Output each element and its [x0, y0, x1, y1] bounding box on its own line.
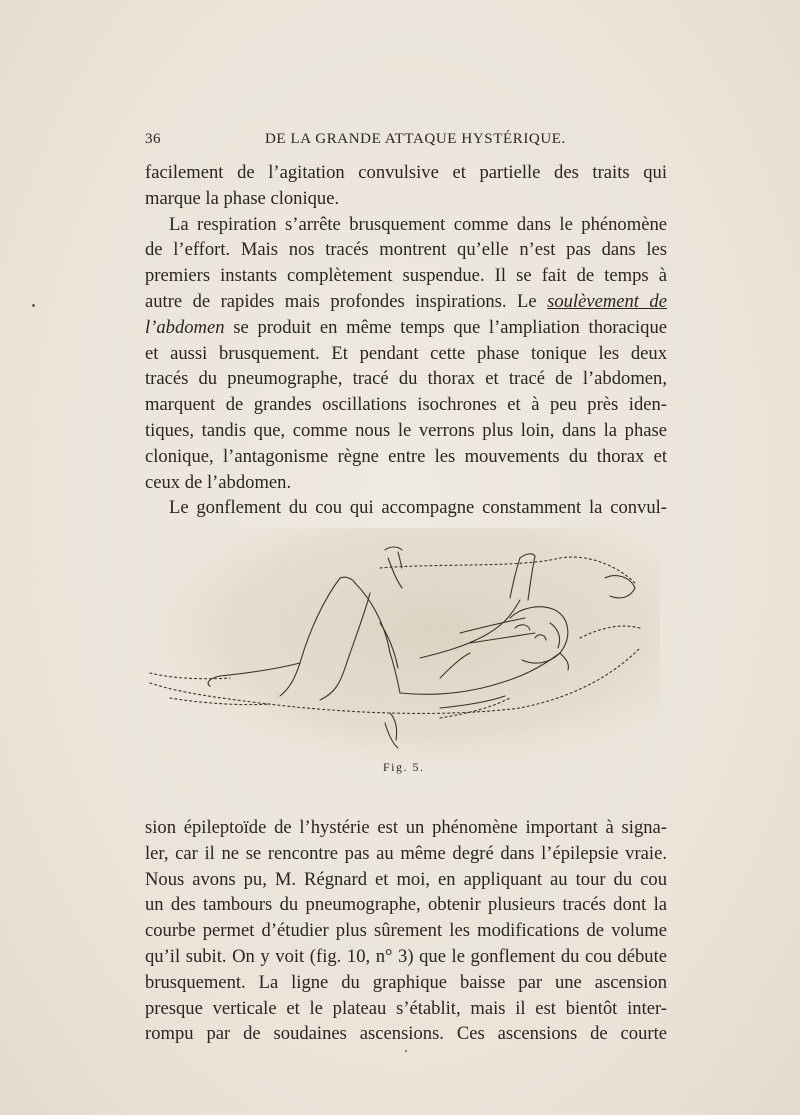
text-line: courbe permet d’étudier plus sûrement les modifications de volume	[145, 920, 667, 942]
reclining-figure-drawing	[140, 528, 670, 783]
paper-speck	[405, 1050, 407, 1052]
text-line: marquent de grandes oscillations isochrones et à peu près iden-	[145, 394, 667, 416]
text-line: facilement de l’agitation convulsive et partielle des traits qui	[145, 162, 667, 183]
text-line: sion épileptoïde de l’hystérie est un phénomène important à signa-	[145, 817, 667, 838]
paper-stain	[160, 528, 660, 768]
text-line: tiques, tandis que, comme nous le verrons plus loin, dans la phase	[145, 419, 667, 441]
text-line: marque la phase clonique.	[145, 187, 340, 209]
running-title: DE LA GRANDE ATTAQUE HYSTÉRIQUE.	[265, 131, 566, 147]
text-line: premiers instants complètement suspendue. Il se fait de temps à	[145, 265, 667, 287]
text-line: ler, car il ne se rencontre pas au même degré dans l’épilepsie vraie.	[145, 842, 667, 864]
text-line: Nous avons pu, M. Régnard et moi, en appliquant au tour du cou	[145, 868, 667, 890]
text-line: qu’il subit. On y voit (fig. 10, n° 3) que le gonflement du cou débute	[145, 945, 667, 967]
text-line: de l’effort. Mais nos tracés montrent qu’elle n’est pas dans les	[145, 239, 667, 261]
text-line: rompu par de soudaines ascensions. Ces ascensions de courte	[145, 1023, 667, 1045]
text-line: tracés du pneumographe, tracé du thorax et tracé de l’abdomen,	[145, 368, 667, 390]
italic-segment: soulèvement de	[547, 290, 667, 312]
text-line: La respiration s’arrête brusquement comme dans le phénomène	[169, 213, 667, 235]
text-line: ceux de l’abdomen.	[145, 471, 292, 493]
text-line: clonique, l’antagonisme règne entre les mouvements du thorax et	[145, 445, 667, 467]
text-line: Le gonflement du cou qui accompagne constamment la convul-	[169, 497, 667, 519]
italic-segment: l’abdomen	[145, 316, 225, 338]
text-line-mixed	[145, 289, 667, 315]
text-line-mixed	[145, 315, 667, 341]
page-header	[145, 131, 665, 153]
figure-illustration	[140, 528, 670, 783]
text-line: brusquement. La ligne du graphique baisse par une ascension	[145, 971, 667, 993]
text-line: un des tambours du pneumographe, obtenir plusieurs tracés dont la	[145, 894, 667, 916]
body-text-bottom	[145, 815, 667, 1047]
page-number: 36	[145, 131, 161, 147]
figure-caption: Fig. 5.	[383, 760, 425, 774]
text-segment: autre de rapides mais profondes inspirations. Le	[145, 290, 537, 312]
text-line: presque verticale et le plateau s’établit, mais il est bientôt inter-	[145, 997, 667, 1019]
text-segment: se produit en même temps que l’ampliation thoracique	[233, 316, 667, 338]
body-text-top	[145, 160, 667, 521]
paper-speck	[32, 304, 35, 307]
text-line: et aussi brusquement. Et pendant cette phase tonique les deux	[145, 342, 667, 364]
